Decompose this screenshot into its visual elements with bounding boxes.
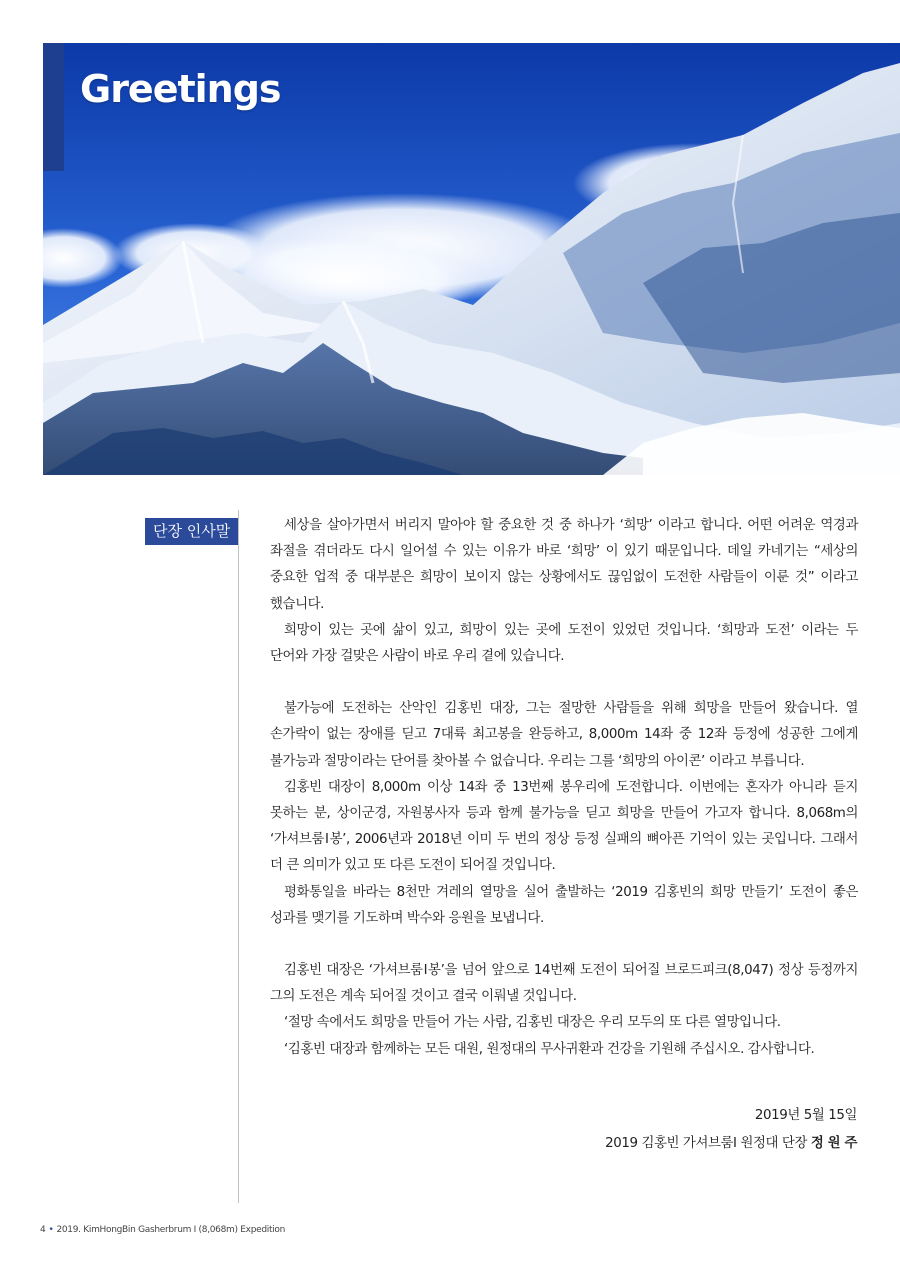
signature-name: 정 원 주 [810, 1136, 857, 1151]
signature-position: 2019 김홍빈 가셔브룸Ⅰ 원정대 단장 [605, 1136, 807, 1151]
signature-date: 2019년 5월 15일 [754, 1108, 857, 1123]
paragraph: 불가능에 도전하는 산악인 김홍빈 대장, 그는 절망한 사람들을 위해 희망을 만들어 왔습니다. 열 손가락이 없는 장애를 딛고 7대륙 최고봉을 완등하고, 8,000m 14좌 중 12좌 등정에 성공한 그에게 불가능과 절망이라는 단어를 찾아볼 수 없습니다. 우리는 그를 ‘희망의 아이콘’ 이라고 부릅니다. [270, 701, 858, 769]
paragraph: 김홍빈 대장은 ‘가셔브룸Ⅰ봉’을 넘어 앞으로 14번째 도전이 되어질 브로드피크(8,047) 정상 등정까지 그의 도전은 계속 되어질 것이고 결국 이뤄낼 것입니다. [270, 963, 858, 1005]
bullet-icon: • [48, 1225, 54, 1235]
footer-caption: 2019. KimHongBin Gasherbrum Ⅰ (8,068m) Expedition [56, 1225, 285, 1235]
page-title: Greetings [80, 67, 281, 111]
hero-banner [43, 43, 900, 475]
paragraph: ‘김홍빈 대장과 함께하는 모든 대원, 원정대의 무사귀환과 건강을 기원해 주십시오. 감사합니다. [284, 1041, 815, 1057]
signature-line [605, 1130, 857, 1158]
page-footer [40, 1225, 285, 1235]
title-accent-bar [43, 43, 64, 171]
paragraph: 희망이 있는 곳에 삶이 있고, 희망이 있는 곳에 도전이 있었던 것입니다. ‘희망과 도전’ 이라는 두 단어와 가장 걸맞은 사람이 바로 우리 곁에 있습니다. [270, 622, 858, 665]
paragraph: 평화통일을 바라는 8천만 겨레의 열망을 실어 출발하는 ‘2019 김홍빈의 희망 만들기’ 도전이 좋은 성과를 맺기를 기도하며 박수와 응원을 보냅니다. [270, 884, 858, 926]
section-label: 단장 인사말 [145, 518, 238, 545]
paragraph: 세상을 살아가면서 버리지 말아야 할 중요한 것 중 하나가 ‘희망’ 이라고 합니다. 어떤 어려운 역경과 좌절을 겪더라도 다시 일어설 수 있는 이유가 바로 ‘희망’ 이 있기 때문입니다. 데일 카네기는 “세상의 중요한 업적 중 대부분은 희망이 보이지 않는 상황에서도 끊임없이 도전한 사람들이 이룬 것” 이라고 했습니다. [270, 518, 858, 612]
section-divider [238, 510, 239, 1203]
greeting-body [270, 513, 858, 1063]
paragraph: 김홍빈 대장이 8,000m 이상 14좌 중 13번째 봉우리에 도전합니다. 이번에는 혼자가 아니라 듣지 못하는 분, 상이군경, 자원봉사자 등과 함께 불가능을 딛고 희망을 만들어 가고자 합니다. 8,068m의 ‘가셔브룸Ⅰ봉’, 2006년과 2018년 이미 두 번의 정상 등정 실패의 뼈아픈 기억이 있는 곳입니다. 그래서 더 큰 의미가 있고 또 다른 도전이 되어질 것입니다. [270, 779, 858, 874]
paragraph: ‘절망 속에서도 희망을 만들어 가는 사람, 김홍빈 대장은 우리 모두의 또 다른 열망입니다. [284, 1015, 781, 1031]
signature-block [605, 1102, 857, 1158]
page-number: 4 [40, 1225, 46, 1235]
